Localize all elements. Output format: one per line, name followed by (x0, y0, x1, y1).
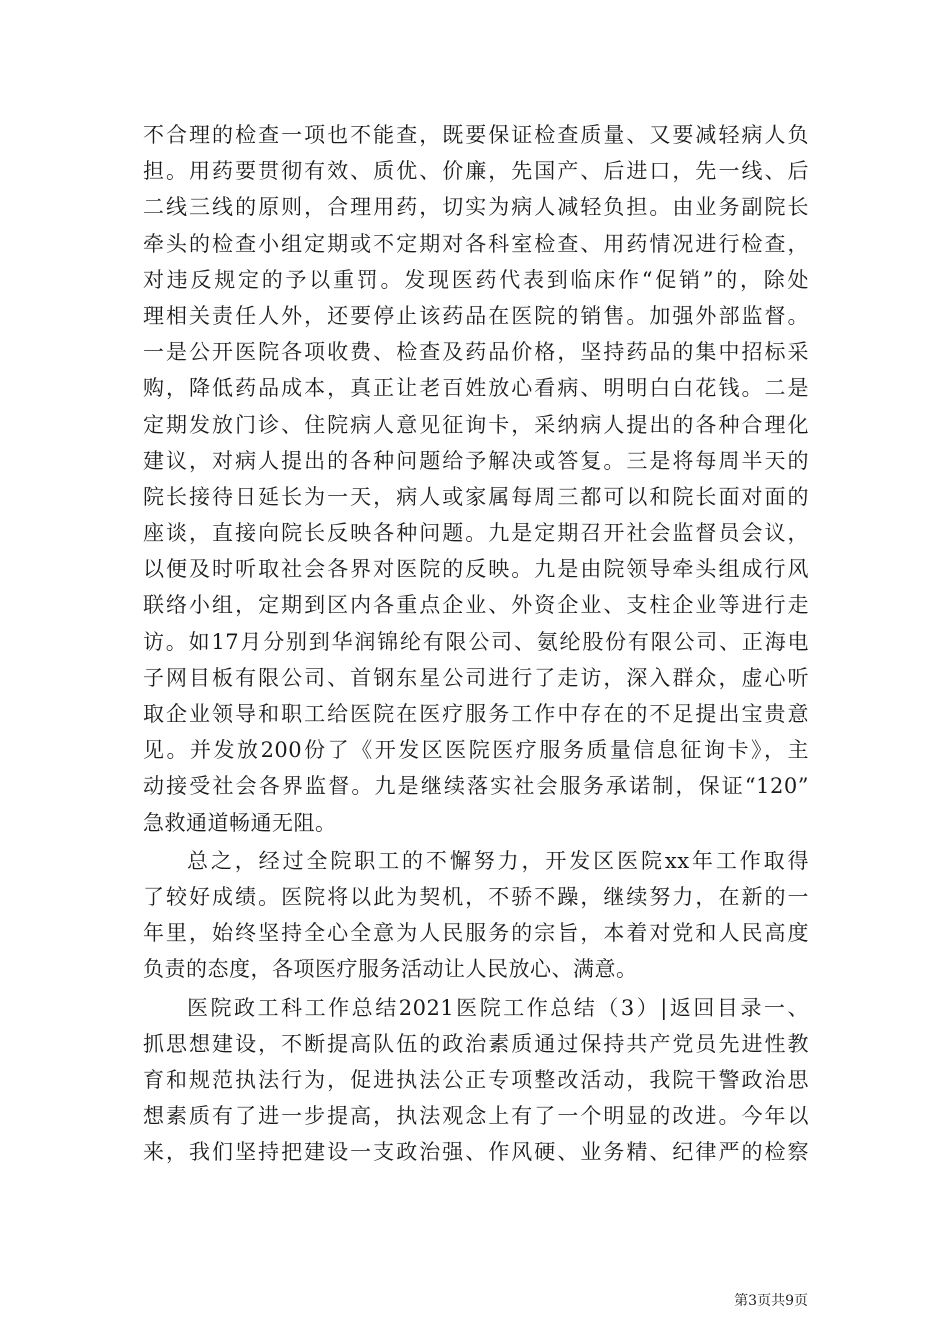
text-line: 总之，经过全院职工的不懈努力，开发区医院xx年工作取得 (187, 848, 809, 873)
text-line: 牵头的检查小组定期或不定期对各科室检查、用药情况进行检查， (143, 231, 809, 256)
text-line: 座谈，直接向院长反映各种问题。九是定期召开社会监督员会议， (143, 521, 809, 546)
paragraph-3 (143, 990, 809, 1171)
text-line: 院长接待日延长为一天，病人或家属每周三都可以和院长面对面的 (143, 484, 809, 509)
text-line: 了较好成绩。医院将以此为契机，不骄不躁，继续努力，在新的一 (143, 884, 809, 909)
text-line: 购，降低药品成本，真正让老百姓放心看病、明明白白花钱。二是 (143, 376, 809, 401)
text-line: 急救通道畅通无阻。 (143, 810, 337, 835)
page-number: 第3页共9页 (734, 1293, 808, 1309)
text-line: 负责的态度，各项医疗服务活动让人民放心、满意。 (143, 957, 638, 982)
text-line: 二线三线的原则，合理用药，切实为病人减轻负担。由业务副院长 (143, 195, 809, 220)
text-line: 以便及时听取社会各界对医院的反映。九是由院领导牵头组成行风 (143, 557, 809, 582)
text-line: 对违反规定的予以重罚。发现医药代表到临床作“促销”的，除处 (143, 267, 809, 292)
text-line: 子网目板有限公司、首钢东星公司进行了走访，深入群众，虚心听 (143, 665, 809, 690)
document-body (143, 117, 809, 1170)
text-line: 理相关责任人外，还要停止该药品在医院的销售。加强外部监督。 (143, 303, 809, 328)
text-line: 建议，对病人提出的各种问题给予解决或答复。三是将每周半天的 (143, 448, 809, 473)
text-line: 育和规范执法行为，促进执法公正专项整改活动，我院干警政治思 (143, 1067, 809, 1092)
text-line: 抓思想建设，不断提高队伍的政治素质通过保持共产党员先进性教 (143, 1031, 809, 1056)
text-line: 见。并发放200份了《开发区医院医疗服务质量信息征询卡》，主 (143, 738, 809, 763)
text-line: 年里，始终坚持全心全意为人民服务的宗旨，本着对党和人民高度 (143, 921, 809, 946)
text-line: 医院政工科工作总结2021医院工作总结（3）|返回目录一、 (187, 995, 809, 1020)
paragraph-1 (143, 117, 809, 841)
paragraph-2 (143, 843, 809, 988)
text-line: 担。用药要贯彻有效、质优、价廉，先国产、后进口，先一线、后 (143, 159, 809, 184)
text-line: 想素质有了进一步提高，执法观念上有了一个明显的改进。今年以 (143, 1104, 809, 1129)
text-line: 动接受社会各界监督。九是继续落实社会服务承诺制，保证“120” (143, 774, 809, 799)
text-line: 取企业领导和职工给医院在医疗服务工作中存在的不足提出宝贵意 (143, 702, 809, 726)
text-line: 定期发放门诊、住院病人意见征询卡，采纳病人提出的各种合理化 (143, 412, 809, 437)
text-line: 不合理的检查一项也不能查，既要保证检查质量、又要减轻病人负 (143, 123, 809, 147)
text-line: 一是公开医院各项收费、检查及药品价格，坚持药品的集中招标采 (143, 340, 809, 365)
text-line: 来，我们坚持把建设一支政治强、作风硬、业务精、纪律严的检察 (143, 1140, 809, 1165)
text-line: 访。如17月分别到华润锦纶有限公司、氨纶股份有限公司、正海电 (143, 629, 809, 654)
text-line: 联络小组，定期到区内各重点企业、外资企业、支柱企业等进行走 (143, 593, 809, 618)
